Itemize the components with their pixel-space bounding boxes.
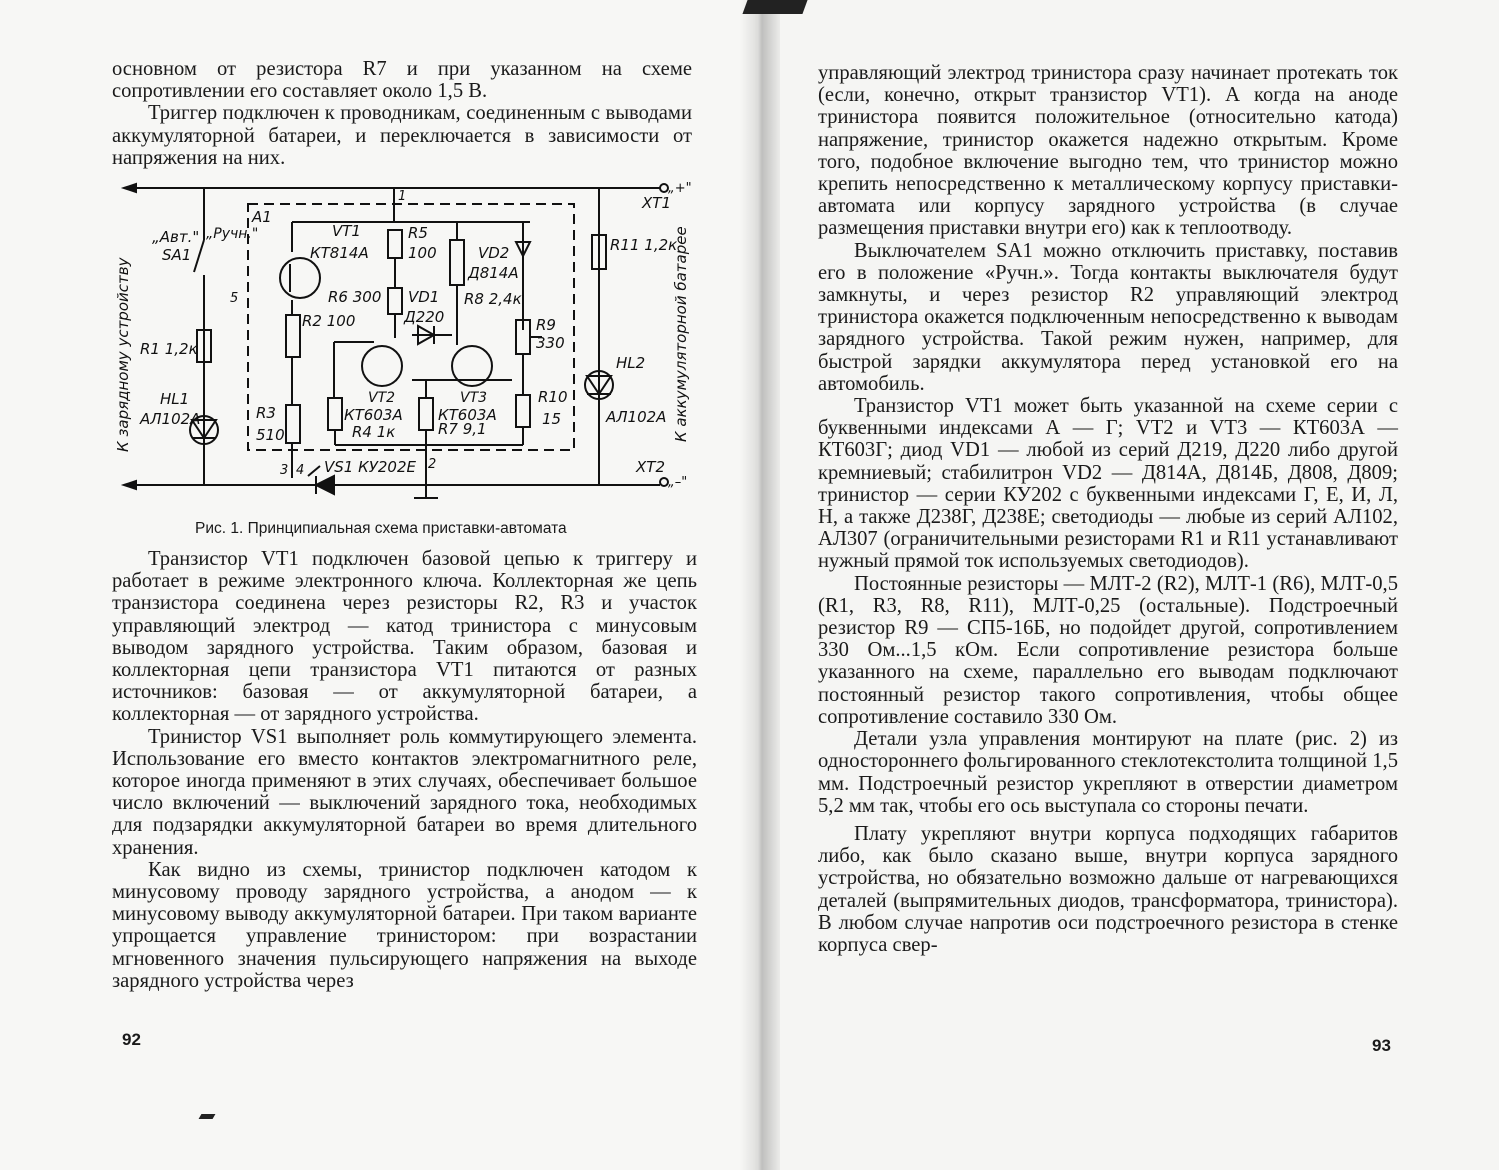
label-ruchn: „Ручн."	[206, 226, 259, 242]
label-r6: R6 300	[328, 288, 382, 306]
label-r9-val: 330	[536, 334, 565, 352]
label-avt: „Авт."	[152, 228, 200, 246]
label-vd2-type: Д814А	[468, 264, 519, 282]
left-bottom-text	[112, 548, 697, 992]
paragraph: Как видно из схемы, тринистор подключен катодом к минусовому проводу зарядного устройства, а анодом — к минусовому выводу аккумуляторной батареи. При таком варианте упрощается управление тринистором: при возрастании мгновенного значения пульсирующего напряжения на выходе зарядного устройства через	[112, 858, 697, 992]
label-vd2: VD2	[478, 244, 510, 262]
label-sa1: SA1	[162, 246, 192, 264]
label-vt3-type: КТ603А	[438, 406, 497, 424]
label-minus: „–"	[668, 475, 688, 490]
label-right-side: К аккумуляторной батарее	[672, 226, 690, 442]
label-r10: R10	[538, 388, 568, 406]
label-plus: „+"	[668, 181, 692, 196]
label-r5-val: 100	[408, 244, 437, 262]
paragraph: Выключателем SA1 можно отключить приставку, поставив его в положение «Ручн.». Тогда контакты выключателя будут замкнуты, и через резистор R2 управляющий электрод тринистора окажется подключенным непосредственно к выводам зарядного устройства. Такой режим нужен, например, для быстрой зарядки аккумулятора перед установкой его на автомобиль.	[818, 239, 1398, 395]
label-r11: R11 1,2к	[610, 236, 678, 254]
figure-caption: Рис. 1. Принципиальная схема приставки-автомата	[195, 520, 567, 537]
paragraph: основном от резистора R7 и при указанном на схеме сопротивлении его составляет около 1,5 В.	[112, 58, 692, 103]
label-xt1: XT1	[642, 194, 671, 212]
label-r8: R8 2,4к	[464, 290, 522, 308]
paragraph: Постоянные резисторы — МЛТ-2 (R2), МЛТ-1 (R6), МЛТ-0,5 (R1, R3, R8, R11), МЛТ-0,25 (остальные). Подстроечный резистор R9 — СП5-16Б, но подойдет другой, сопротивлением 330 Ом...1,5 кОм. Если сопротивление резистора больше указанного на схеме, параллельно его выводам подключают постоянный резистор такого сопротивления, чтобы общее сопротивление составило 330 Ом.	[818, 572, 1398, 728]
label-r7: R7 9,1	[438, 420, 487, 438]
label-r5: R5	[408, 224, 428, 242]
label-r3: R3	[256, 404, 276, 422]
label-xt2: XT2	[636, 458, 665, 476]
paragraph: Транзистор VT1 подключен базовой цепью к триггеру и работает в режиме электронного ключа. Коллекторная же цепь транзистора соединена через резисторы R2, R3 и участок управляющий электрод — катод тринистора с минусовым выводом зарядного устройства. Таким образом, базовая и коллекторная цепи транзистора VT1 питаются от разных источников: базовая — от аккумуляторной батареи, а коллекторная — от зарядного устройства.	[112, 548, 697, 726]
right-page	[755, 0, 1499, 1170]
label-n4: 4	[296, 463, 305, 478]
label-vt1: VT1	[332, 222, 361, 240]
paragraph: управляющий электрод тринистора сразу начинает протекать ток (если, конечно, открыт транзистор VT1). А когда на аноде тринистора появится положительное (относительно катода) напряжение, тринистор окажется надежно открытым. Кроме того, подобное включение выгодно тем, что тринистор можно крепить непосредственно к металлическому корпусу приставки-автомата или корпусу зарядного устройства (в случае размещения приставки внутри его) как к теплоотводу.	[818, 62, 1398, 240]
label-vd1-type: Д220	[404, 308, 445, 326]
label-n2: 2	[428, 457, 437, 472]
label-left-side: К зарядному устройству	[114, 257, 132, 452]
label-vt1-type: КТ814А	[310, 244, 369, 262]
label-r4: R4 1к	[352, 423, 396, 441]
label-r9: R9	[536, 316, 556, 334]
label-vd1: VD1	[408, 288, 440, 306]
label-vs1: VS1 КУ202Е	[324, 458, 416, 476]
label-vt2: VT2	[368, 390, 396, 406]
label-vt2-type: КТ603А	[344, 406, 403, 424]
label-vt3: VT3	[460, 390, 488, 406]
label-n3: 3	[280, 463, 289, 478]
paragraph: Детали узла управления монтируют на плате (рис. 2) из одностороннего фольгированного стеклотекстолита толщиной 1,5 мм. Подстроечный резистор укрепляют в отверстии диаметром 5,2 мм так, чтобы его ось выступала со стороны печати.	[818, 728, 1398, 817]
page-number: 93	[1372, 1036, 1391, 1055]
scan-mark	[199, 1114, 216, 1119]
right-text	[818, 62, 1398, 956]
label-r2: R2 100	[302, 312, 356, 330]
label-r3-val: 510	[256, 426, 285, 444]
page-corner	[742, 0, 807, 14]
left-top-text	[112, 58, 692, 169]
page-number: 92	[122, 1030, 141, 1049]
label-hl2-type: АЛ102А	[606, 408, 667, 426]
label-hl1: HL1	[160, 390, 190, 408]
label-n1: 1	[398, 189, 407, 204]
paragraph: Транзистор VT1 может быть указанной на схеме серии с буквенными индексами А — Г; VT2 и VT3 — КТ603А — КТ603Г; диод VD1 — любой из серий Д219, Д220 либо другой кремниевый; стабилитрон VD2 — Д814А, Д814Б, Д808, Д809; тринистор — серии КУ202 с буквенными индексами Г, Е, И, Л, Н, а также Д238Г, Д238Е; светодиоды — любые из серий АЛ102, АЛ307 (ограничительными резисторами R1 и R11 устанавливают нужный прямой ток используемых светодиодов).	[818, 395, 1398, 573]
label-a1: A1	[252, 208, 272, 226]
label-r1: R1 1,2к	[140, 340, 198, 358]
paragraph: Тринистор VS1 выполняет роль коммутирующего элемента. Использование его вместо контактов электромагнитного реле, которое иногда применяют в этих случаях, обеспечивает большое число включений — выключений зарядного тока, необходимых для подзарядки аккумуляторной батареи во время длительного хранения.	[112, 725, 697, 859]
label-n5: 5	[230, 291, 239, 306]
label-r10-val: 15	[542, 410, 562, 428]
label-hl1-type: АЛ102А	[140, 410, 201, 428]
paragraph: Триггер подключен к проводникам, соединенным с выводами аккумуляторной батареи, и переключается в зависимости от напряжения на них.	[112, 102, 692, 169]
paragraph: Плату укрепляют внутри корпуса подходящих габаритов либо, как было сказано выше, внутри корпуса зарядного устройства, но обязательно возможно дальше от нагревающихся деталей (выпрямительных диодов, трансформатора, тринистора). В любом случае напротив оси подстроечного резистора в стенке корпуса свер-	[818, 822, 1398, 956]
label-hl2: HL2	[616, 354, 646, 372]
circuit-diagram	[112, 180, 692, 510]
book-gutter	[740, 0, 780, 1170]
